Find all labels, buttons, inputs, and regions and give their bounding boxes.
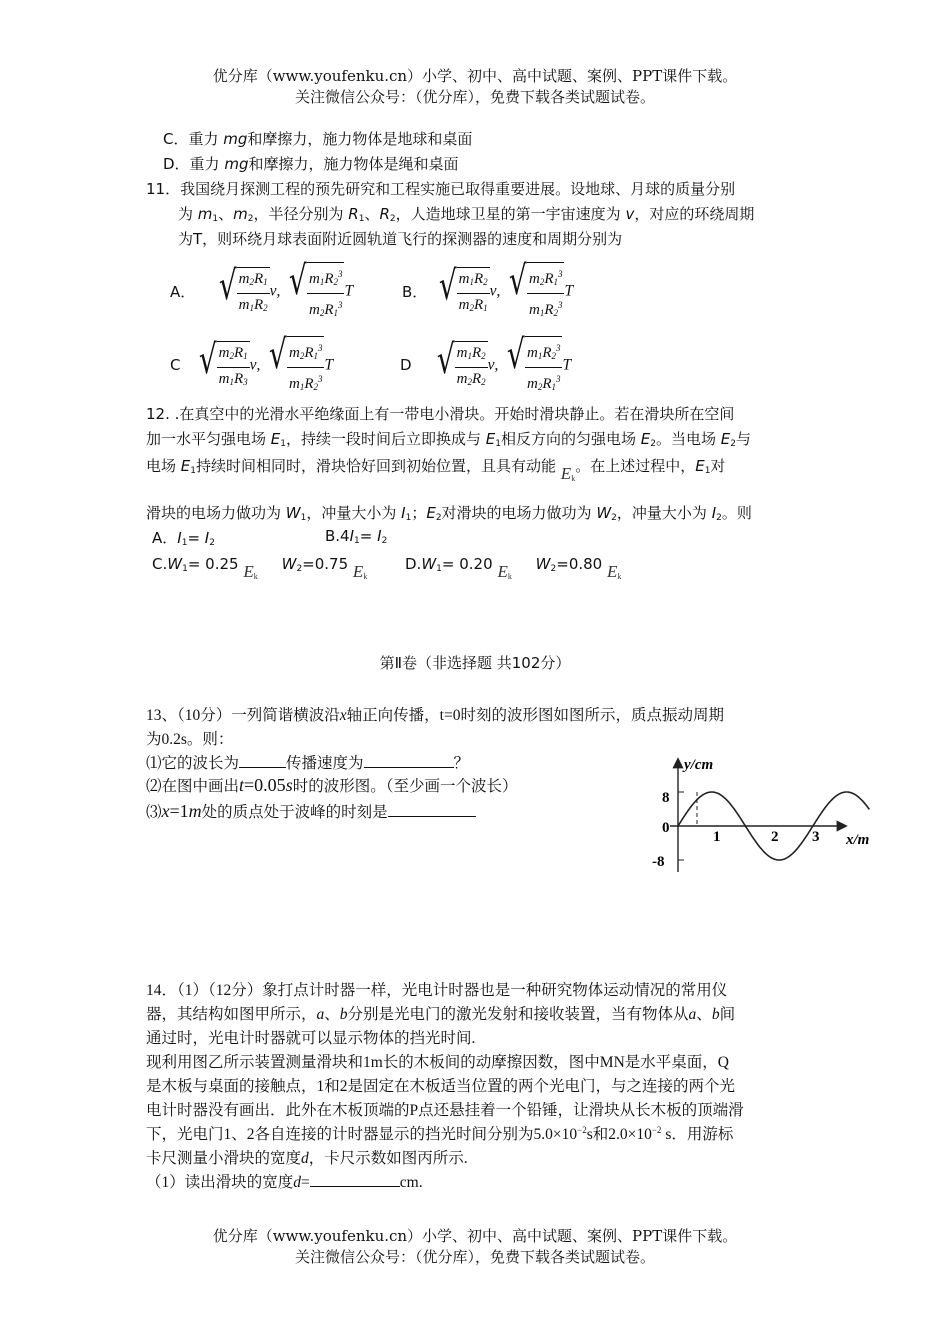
q14-l7b: s和2.0×10 xyxy=(586,1126,652,1143)
c-comma: , xyxy=(256,356,261,374)
q14-b1: b xyxy=(339,1006,348,1023)
page-footer-line2: 关注微信公众号：（优分库），免费下载各类试题试卷。 xyxy=(294,1248,655,1266)
q14-l7c: s．用游标 xyxy=(661,1126,734,1143)
q11-line3: 为T，则环绕月球表面附近圆轨道飞行的探测器的速度和周期分别为 xyxy=(178,230,623,248)
q11-line2 xyxy=(178,203,754,224)
frac-a1-num: $m_2R_1$ xyxy=(237,268,270,294)
q14-b2: b xyxy=(711,1006,720,1023)
q14-s1a: （1）读出滑块的宽度 xyxy=(146,1174,294,1191)
q11-option-a xyxy=(170,258,353,324)
frac-b2-num: $m_2R_1^3$ xyxy=(527,263,565,294)
q14-line1: 14．（1）（12分）象打点计时器一样，光电计时器也是一种研究物体运动情况的常用仪 xyxy=(146,982,728,999)
q14-l8b: ，卡尺示数如图丙所示. xyxy=(308,1150,468,1167)
sqrt-d1: √ $\frac{m_1R_2}{m_2R_2}$ xyxy=(433,337,488,393)
q14-line2 xyxy=(146,1002,735,1024)
q11-l2a: 为 xyxy=(178,205,198,223)
speed-blank[interactable] xyxy=(364,753,454,768)
wave-chart xyxy=(640,752,900,882)
q11-l2e: ，人造地球卫星的第一宇宙速度为 xyxy=(395,205,626,223)
frac-c2-num: $m_2R_1^3$ xyxy=(287,337,325,368)
q12-w2: W xyxy=(596,504,612,522)
q12-l4b: ，冲量大小为 xyxy=(306,504,402,522)
x-tick-3: 3 xyxy=(812,829,820,845)
width-blank[interactable] xyxy=(310,1172,400,1187)
q11-opt-a-label: A． xyxy=(170,282,196,301)
q11-m1-sub: 1 xyxy=(212,214,219,224)
q12-l3a: 电场 xyxy=(146,457,181,475)
frac-d1-num: $m_1R_2$ xyxy=(455,342,488,368)
q10-d-prefix: D．重力 xyxy=(163,155,225,173)
q13-p1b: 传播速度为 xyxy=(286,755,364,772)
frac-a1-den: $m_1R_2$ xyxy=(238,297,268,313)
a-t: T xyxy=(344,282,354,300)
q12-e2a: E xyxy=(640,430,651,448)
q12-l4c: ； xyxy=(411,504,427,522)
q11-option-c xyxy=(170,332,333,398)
q12-e1b: E xyxy=(485,430,496,448)
q12-l2b: ，持续一段时间后立即换成与 xyxy=(286,430,486,448)
sqrt-a1: √ $\frac{m_2R_1}{m_1R_2}$ xyxy=(215,263,270,319)
frac-c2-den: $m_1R_2^3$ xyxy=(288,374,323,392)
q10-c-mg: mg xyxy=(223,130,248,148)
x-tick-2: 2 xyxy=(771,829,779,845)
q12-l3d: 对 xyxy=(710,457,726,475)
section-2-title: 第Ⅱ卷（非选择题 共102分） xyxy=(379,654,571,672)
q11-l2d: 、 xyxy=(364,205,380,223)
q10-option-c xyxy=(163,128,472,149)
q10-d-mg: mg xyxy=(224,155,249,173)
wavelength-blank[interactable] xyxy=(239,753,286,768)
frac-d1-den: $m_2R_2$ xyxy=(456,371,486,387)
sqrt-c1: √ $\frac{m_2R_1}{m_1R_3}$ xyxy=(195,337,250,393)
frac-b1-num: $m_1R_2$ xyxy=(457,268,490,294)
peak-time-blank[interactable] xyxy=(388,802,476,817)
q11-r1-sub: 1 xyxy=(358,214,365,224)
a-comma: , xyxy=(276,282,281,300)
frac-b1-den: $m_2R_1$ xyxy=(458,297,488,313)
q13-part2: ⑵在图中画出t=0.05s时的波形图。（至少画一个波长） xyxy=(146,775,518,795)
q14-l2b: 、 xyxy=(324,1006,340,1023)
frac-d2-den: $m_2R_1^3$ xyxy=(526,374,561,392)
q14-d1: d xyxy=(301,1150,309,1167)
q14-s1b: = xyxy=(301,1174,310,1191)
q12-l4e: ，冲量大小为 xyxy=(616,504,712,522)
x-axis-label: x/m xyxy=(846,832,870,848)
q14-sup1: −2 xyxy=(577,1125,587,1135)
y-tick-8: 8 xyxy=(662,790,670,806)
sqrt-d2: √ $\frac{m_1R_2^3}{m_2R_1^3}$ xyxy=(503,332,562,398)
q10-option-d xyxy=(163,153,458,174)
q12-e2c: E xyxy=(426,504,436,522)
q11-v: v xyxy=(625,205,635,223)
q12-e2b: E xyxy=(720,430,731,448)
y-tick-neg8: -8 xyxy=(652,854,665,870)
q14-l2c: 分别是光电门的激光发射和接收装置，当有物体从 xyxy=(347,1006,689,1023)
q14-sub1 xyxy=(146,1170,423,1192)
q12-e1c: E xyxy=(180,457,191,475)
d-t: T xyxy=(562,356,572,374)
q12-w1: W xyxy=(285,504,301,522)
q12-l4a: 滑块的电场力做功为 xyxy=(146,504,286,522)
q13-part3: ⑶x=1m处的质点处于波峰的时刻是 xyxy=(146,800,476,822)
b-v: v xyxy=(489,282,497,300)
c-v: v xyxy=(249,356,257,374)
q12-option-d: $D.W_1= 0.20$ $E_k$ $W_2=0.80$ $E_k$ xyxy=(405,555,622,581)
q11-l2b: 、 xyxy=(218,205,234,223)
q14-d2: d xyxy=(293,1174,302,1191)
q13-p1a: ⑴它的波长为 xyxy=(146,755,240,772)
q11-m2: m xyxy=(233,205,248,223)
sqrt-b1: √ $\frac{m_1R_2}{m_2R_1}$ xyxy=(435,263,490,319)
q14-s1c: cm. xyxy=(399,1174,423,1191)
q14-line8 xyxy=(146,1146,468,1168)
q11-m2-sub: 2 xyxy=(247,214,254,224)
q13-t: t xyxy=(239,775,245,795)
q11-r2: R xyxy=(379,205,390,223)
q12-l3c: 。在上述过程中， xyxy=(575,457,696,475)
q12-l2c: 相反方向的匀强电场 xyxy=(501,430,641,448)
y-tick-0: 0 xyxy=(662,820,670,836)
q13-line2: 为0.2s。则： xyxy=(146,731,234,748)
c-t: T xyxy=(324,356,334,374)
b-t: T xyxy=(564,282,574,300)
q14-sup2: −2 xyxy=(651,1125,662,1135)
q12-d-label: D. xyxy=(405,555,422,573)
q11-r1: R xyxy=(348,205,359,223)
page-header-line1: 优分库（www.youfenku.cn）小学、初中、高中试题、案例、PPT课件下载。 xyxy=(212,67,738,85)
q10-c-suffix: 和摩擦力，施力物体是地球和桌面 xyxy=(247,130,473,148)
frac-c1-num: $m_2R_1$ xyxy=(217,342,250,368)
q12-line1: 12. .在真空中的光滑水平绝缘面上有一带电小滑块。开始时滑块静止。若在滑块所在空间 xyxy=(146,405,735,423)
frac-a2-den: $m_2R_1^3$ xyxy=(308,300,343,318)
q11-opt-b-label: B． xyxy=(402,282,428,301)
q12-c-label: C. xyxy=(152,555,168,573)
q11-m1: m xyxy=(197,205,213,223)
q14-line4: 现利用图乙所示装置测量滑块和1m长的木板间的动摩擦因数，图中MN是水平桌面，Q xyxy=(146,1054,729,1071)
q13-p1c: ？ xyxy=(453,755,470,772)
x-tick-1: 1 xyxy=(713,829,721,845)
q12-e1d: E xyxy=(695,457,705,475)
q12-l2d: 。当电场 xyxy=(656,430,721,448)
q11-option-b xyxy=(402,258,573,324)
a-v: v xyxy=(269,282,277,300)
q12-option-a: A．$I_1= I_2$ xyxy=(152,529,215,548)
q14-line3: 通过时，光电计时器就可以显示物体的挡光时间. xyxy=(146,1030,476,1047)
q10-c-prefix: C．重力 xyxy=(163,130,224,148)
q13-x: x xyxy=(339,707,347,724)
q13-p3a: ⑶ xyxy=(146,804,162,821)
q11-r2-sub: 2 xyxy=(389,214,396,224)
q12-option-c: $C.W_1= 0.25$ $E_k$ $W_2=0.75$ $E_k$ xyxy=(152,555,368,581)
d-v: v xyxy=(487,356,495,374)
b-comma: , xyxy=(496,282,501,300)
y-axis-label: y/cm xyxy=(684,757,714,773)
q11-line1: 11．我国绕月探测工程的预先研究和工程实施已取得重要进展。设地球、月球的质量分别 xyxy=(146,180,736,198)
q12-l4f: 。则 xyxy=(721,504,752,522)
frac-c1-den: $m_1R_3$ xyxy=(218,371,248,387)
q12-l2a: 加一水平匀强电场 xyxy=(146,430,271,448)
q14-a2: a xyxy=(688,1006,697,1023)
frac-a2-num: $m_1R_2^3$ xyxy=(307,263,345,294)
q12-option-b: $B.4I_1= I_2$ xyxy=(325,527,388,546)
q13-p3b: 处的质点处于波峰的时刻是 xyxy=(201,804,388,821)
sqrt-b2: √ $\frac{m_2R_1^3}{m_1R_2^3}$ xyxy=(505,258,564,324)
q14-l2e: 间 xyxy=(719,1006,736,1023)
sqrt-c2: √ $\frac{m_2R_1^3}{m_1R_2^3}$ xyxy=(265,332,324,398)
q11-opt-d-label: D xyxy=(400,356,412,374)
q14-line5: 是木板与桌面的接触点，1和2是固定在木板适当位置的两个光电门，与之连接的两个光 xyxy=(146,1078,736,1095)
q11-option-d xyxy=(400,332,571,398)
q11-l2c: ，半径分别为 xyxy=(253,205,349,223)
q12-line4: 滑块的电场力做功为 $W_1$，冲量大小为 $I_1$；$E_2$对滑块的电场力做功为 $W_2$，冲量大小为 $I_2$。则 xyxy=(146,504,752,523)
q14-l8a: 卡尺测量小滑块的宽度 xyxy=(146,1150,302,1167)
q13-l1a: 13、（10分）一列简谐横波沿 xyxy=(146,707,340,724)
q13-part1 xyxy=(146,751,469,773)
page-header-line2: 关注微信公众号：（优分库），免费下载各类试题试卷。 xyxy=(294,88,655,106)
q11-opt-c-label: C xyxy=(170,356,181,374)
q13-line1 xyxy=(146,703,724,725)
frac-b2-den: $m_1R_2^3$ xyxy=(528,300,563,318)
q13-p2a: ⑵在图中画出 xyxy=(146,778,240,795)
q13-p2b: 时的波形图。（至少画一个波长） xyxy=(292,778,518,795)
q12-line2: 加一水平匀强电场 $E_1$，持续一段时间后立即换成与 $E_1$相反方向的匀强电场 $E_2$。当电场 $E_2$与 xyxy=(146,430,752,449)
q14-l7a: 下，光电门1、2各自连接的计时器显示的挡光时间分别为5.0×10 xyxy=(146,1126,578,1143)
frac-d2-num: $m_1R_2^3$ xyxy=(525,337,563,368)
q12-b-label: B.4 xyxy=(325,527,350,545)
q12-a-label: A． xyxy=(152,529,178,547)
sqrt-a2: √ $\frac{m_1R_2^3}{m_2R_1^3}$ xyxy=(285,258,344,324)
q13-l1b: 轴正向传播，t=0时刻的波形图如图所示，质点振动周期 xyxy=(346,707,724,724)
q14-l2d: 、 xyxy=(696,1006,712,1023)
q14-a1: a xyxy=(316,1006,325,1023)
q12-l3b: 持续时间相同时，滑块恰好回到初始位置，且具有动能 xyxy=(196,457,557,475)
q14-line6: 电计时器没有画出．此外在木板顶端的P点还悬挂着一个铅锤，让滑块从长木板的顶端滑 xyxy=(146,1102,744,1119)
q10-d-suffix: 和摩擦力，施力物体是绳和桌面 xyxy=(248,155,459,173)
d-comma: , xyxy=(494,356,499,374)
q12-e1a: E xyxy=(270,430,281,448)
q12-l4d: 对滑块的电场力做功为 xyxy=(441,504,597,522)
ek-symbol: $E_k$ xyxy=(560,464,576,483)
q12-line3: 电场 $E_1$持续时间相同时，滑块恰好回到初始位置，且具有动能 $E_k$。在上述过程中，$E_1$对 xyxy=(146,457,726,483)
q14-l2a: 器，其结构如图甲所示， xyxy=(146,1006,317,1023)
page-footer-line1: 优分库（www.youfenku.cn）小学、初中、高中试题、案例、PPT课件下载。 xyxy=(212,1227,738,1245)
q11-l2f: ，对应的环绕周期 xyxy=(634,205,755,223)
q12-l2e: 与 xyxy=(736,430,752,448)
q12-i1: I xyxy=(401,504,406,522)
q14-line7 xyxy=(146,1122,733,1144)
q12-i2: I xyxy=(711,504,717,522)
